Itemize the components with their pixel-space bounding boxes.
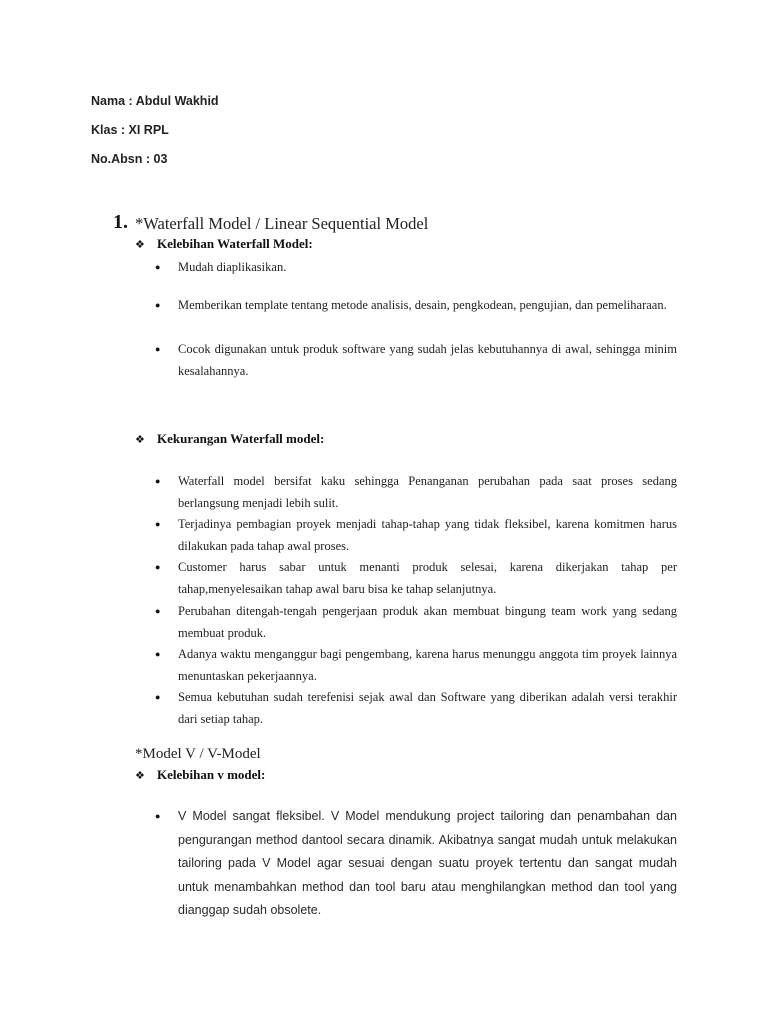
list-item — [155, 514, 677, 557]
dot-bullet-icon: ● — [155, 692, 161, 702]
dot-bullet-icon: ● — [155, 811, 161, 821]
list-item — [155, 805, 677, 923]
subheading-label: Kelebihan Waterfall Model: — [157, 236, 313, 251]
dot-bullet-icon: ● — [155, 300, 161, 310]
dot-bullet-icon: ● — [155, 262, 161, 272]
list-item-text: Semua kebutuhan sudah terefenisi sejak awal dan Software yang diberikan adalah versi terakhir dari setiap tahap. — [178, 690, 677, 726]
list-item — [155, 601, 677, 644]
list-item-text: V Model sangat fleksibel. V Model mendukung project tailoring dan penambahan dan pengurangan method dantool secara dinamik. Akibatnya sangat mudah untuk melakukan tailoring pada V Model agar sesuai dengan suatu proyek tertentu dan sangat mudah untuk menambahkan method dan tool baru atau menghilangkan method dan tool yang dianggap sudah obsolete. — [178, 809, 677, 917]
diamond-bullet-icon: ❖ — [135, 769, 145, 782]
list-item — [155, 644, 677, 687]
list-item-text: Perubahan ditengah-tengah pengerjaan produk akan membuat bingung team work yang sedang membuat produk. — [178, 604, 677, 640]
section-title-vmodel: *Model V / V-Model — [135, 746, 261, 762]
dot-bullet-icon: ● — [155, 344, 161, 354]
section-number: 1. — [113, 211, 128, 233]
dot-bullet-icon: ● — [155, 649, 161, 659]
diamond-bullet-icon: ❖ — [135, 238, 145, 251]
dot-bullet-icon: ● — [155, 562, 161, 572]
list-item-text: Adanya waktu menganggur bagi pengembang, karena harus menunggu anggota tim proyek lainnya menuntaskan pekerjaannya. — [178, 647, 677, 683]
dot-bullet-icon: ● — [155, 606, 161, 616]
subheading-waterfall-disadvantages — [135, 431, 324, 447]
list-item-text: Customer harus sabar untuk menanti produk selesai, karena dikerjakan tahap per tahap,menyelesaikan tahap awal baru bisa ke tahap selanjutnya. — [178, 560, 677, 596]
diamond-bullet-icon: ❖ — [135, 433, 145, 446]
student-absn: No.Absn : 03 — [91, 152, 168, 166]
list-item — [155, 557, 677, 600]
subheading-vmodel-advantages — [135, 767, 265, 783]
student-name: Nama : Abdul Wakhid — [91, 94, 219, 108]
list-item-text: Memberikan template tentang metode analisis, desain, pengkodean, pengujian, dan pemeliharaan. — [178, 298, 667, 312]
list-item-text: Waterfall model bersifat kaku sehingga Penanganan perubahan pada saat proses sedang berlangsung menjadi lebih sulit. — [178, 474, 677, 510]
student-class: Klas : XI RPL — [91, 123, 169, 137]
list-item — [155, 339, 677, 382]
subheading-label: Kekurangan Waterfall model: — [157, 431, 325, 446]
list-item — [155, 687, 677, 730]
subheading-label: Kelebihan v model: — [157, 767, 266, 782]
section-title-waterfall: *Waterfall Model / Linear Sequential Model — [135, 214, 429, 233]
dot-bullet-icon: ● — [155, 476, 161, 486]
subheading-waterfall-advantages — [135, 236, 313, 252]
list-item-text: Mudah diaplikasikan. — [178, 260, 287, 274]
list-item-text: Terjadinya pembagian proyek menjadi tahap-tahap yang tidak fleksibel, karena komitmen harus dilakukan pada tahap awal proses. — [178, 517, 677, 553]
list-item — [155, 257, 677, 279]
list-item — [155, 471, 677, 514]
list-item — [155, 295, 677, 317]
list-item-text: Cocok digunakan untuk produk software yang sudah jelas kebutuhannya di awal, sehingga minim kesalahannya. — [178, 342, 677, 378]
dot-bullet-icon: ● — [155, 519, 161, 529]
